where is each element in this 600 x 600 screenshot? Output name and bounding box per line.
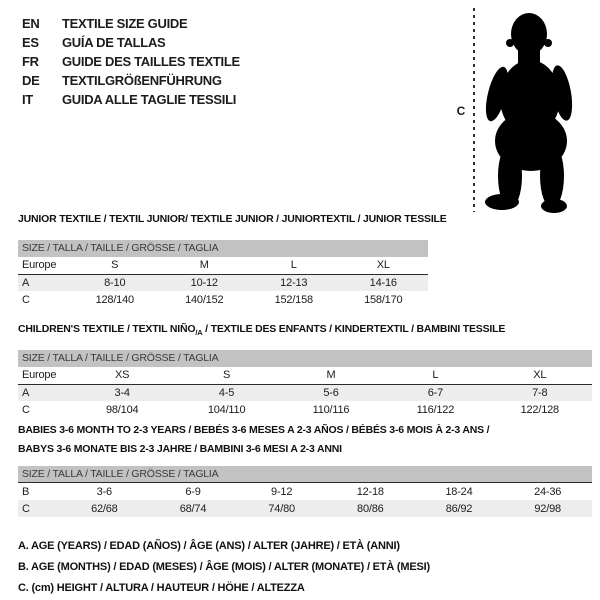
age-cell: 10-12	[160, 274, 250, 291]
height-measure-dotted-line	[473, 8, 475, 212]
babies-title-line2: BABYS 3-6 MONATE BIS 2-3 JAHRE / BAMBINI 3-6 MESI A 2-3 ANNI	[18, 443, 342, 455]
language-label: GUIDE DES TAILLES TEXTILE	[62, 54, 240, 69]
height-cell: 92/98	[503, 500, 592, 517]
legend	[18, 536, 430, 599]
language-code: DE	[22, 73, 40, 88]
table-row	[18, 257, 428, 274]
height-cell: 128/140	[95, 293, 134, 306]
language-label: GUIDA ALLE TAGLIE TESSILI	[62, 92, 237, 107]
height-cell: 80/86	[326, 500, 415, 517]
size-cell: S	[174, 367, 278, 384]
height-cell: 62/68	[60, 500, 149, 517]
language-row-es	[22, 33, 240, 52]
size-cell: M	[160, 257, 250, 274]
babies-title-line1: BABIES 3-6 MONTH TO 2-3 YEARS / BEBÉS 3-6 MESES A 2-3 AÑOS / BÉBÉS 3-6 MOIS À 2-3 ANS /	[18, 424, 490, 436]
height-cell: 98/104	[105, 403, 139, 416]
size-header-bar: SIZE / TALLA / TAILLE / GRÖSSE / TAGLIA	[18, 240, 428, 257]
age-cell: 5-6	[279, 384, 383, 401]
table-row	[18, 401, 592, 418]
language-header	[22, 14, 240, 109]
junior-table	[18, 240, 428, 308]
baby-figure-area	[450, 0, 600, 215]
height-cell: 140/152	[185, 293, 224, 306]
baby-silhouette	[480, 5, 590, 217]
table-row	[18, 500, 592, 517]
size-cell: L	[249, 257, 339, 274]
size-cell: M	[279, 367, 383, 384]
language-code: FR	[22, 54, 39, 69]
language-label: TEXTILE SIZE GUIDE	[62, 16, 188, 31]
table-row	[18, 274, 428, 291]
language-row-fr	[22, 52, 240, 71]
language-row-it	[22, 90, 240, 109]
children-table	[18, 350, 592, 418]
row-label: C	[22, 403, 30, 416]
height-cell: 74/80	[237, 500, 326, 517]
height-cell: 104/110	[207, 403, 246, 416]
row-label: A	[18, 274, 70, 291]
title-subscript: /A	[195, 328, 203, 338]
size-cell: XS	[70, 367, 174, 384]
age-cell: 14-16	[339, 274, 429, 291]
language-code: ES	[22, 35, 39, 50]
age-cell: 3-6	[96, 485, 112, 498]
language-code: EN	[22, 16, 40, 31]
babies-size-table	[18, 483, 592, 517]
row-label: A	[18, 384, 70, 401]
babies-table-title	[18, 421, 489, 459]
row-label: B	[22, 485, 30, 498]
age-cell: 12-13	[249, 274, 339, 291]
height-cell: 116/122	[416, 403, 455, 416]
height-cell: 122/128	[520, 403, 559, 416]
table-row	[18, 384, 592, 401]
table-row	[18, 291, 428, 308]
age-cell: 18-24	[445, 485, 473, 498]
age-cell: 9-12	[271, 485, 293, 498]
age-cell: 6-7	[383, 384, 487, 401]
babies-table	[18, 466, 592, 517]
row-label: C	[22, 293, 30, 306]
row-label: Europe	[18, 257, 70, 274]
size-cell: XL	[488, 367, 592, 384]
language-label: GUÍA DE TALLAS	[62, 35, 166, 50]
language-label: TEXTILGRÖßENFÜHRUNG	[62, 73, 222, 88]
table-row	[18, 483, 592, 500]
age-cell: 12-18	[356, 485, 384, 498]
height-cell: 110/116	[312, 403, 350, 416]
age-cell: 3-4	[70, 384, 174, 401]
language-row-de	[22, 71, 240, 90]
height-cell: 68/74	[149, 500, 238, 517]
legend-line-a: A. AGE (YEARS) / EDAD (AÑOS) / ÂGE (ANS) / ALTER (JAHRE) / ETÀ (ANNI)	[18, 540, 400, 552]
height-cell: 158/170	[364, 293, 403, 306]
age-cell: 8-10	[70, 274, 160, 291]
age-cell: 7-8	[488, 384, 592, 401]
junior-table-title: JUNIOR TEXTILE / TEXTIL JUNIOR/ TEXTILE JUNIOR / JUNIORTEXTIL / JUNIOR TESSILE	[18, 213, 447, 225]
size-cell: XL	[339, 257, 429, 274]
language-row-en	[22, 14, 240, 33]
legend-line-b: B. AGE (MONTHS) / EDAD (MESES) / ÂGE (MOIS) / ALTER (MONATE) / ETÀ (MESI)	[18, 561, 430, 573]
language-code: IT	[22, 92, 33, 107]
height-cell: 152/158	[274, 293, 313, 306]
legend-line-c: C. (cm) HEIGHT / ALTURA / HAUTEUR / HÖHE / ALTEZZA	[18, 582, 305, 594]
age-cell: 4-5	[174, 384, 278, 401]
size-cell: S	[70, 257, 160, 274]
title-main: CHILDREN'S TEXTILE / TEXTIL NIÑO	[18, 323, 196, 335]
children-size-table	[18, 367, 592, 418]
size-header-bar: SIZE / TALLA / TAILLE / GRÖSSE / TAGLIA	[18, 466, 592, 483]
title-rest: / TEXTILE DES ENFANTS / KINDERTEXTIL / BAMBINI TESSILE	[202, 323, 506, 335]
age-cell: 6-9	[185, 485, 201, 498]
children-table-title	[18, 323, 505, 337]
height-measure-label: C	[456, 104, 466, 118]
height-cell: 86/92	[415, 500, 504, 517]
size-cell: L	[383, 367, 487, 384]
row-label: Europe	[18, 367, 70, 384]
junior-size-table	[18, 257, 428, 308]
row-label: C	[18, 500, 60, 517]
size-header-bar: SIZE / TALLA / TAILLE / GRÖSSE / TAGLIA	[18, 350, 592, 367]
age-cell: 24-36	[534, 485, 562, 498]
table-row	[18, 367, 592, 384]
